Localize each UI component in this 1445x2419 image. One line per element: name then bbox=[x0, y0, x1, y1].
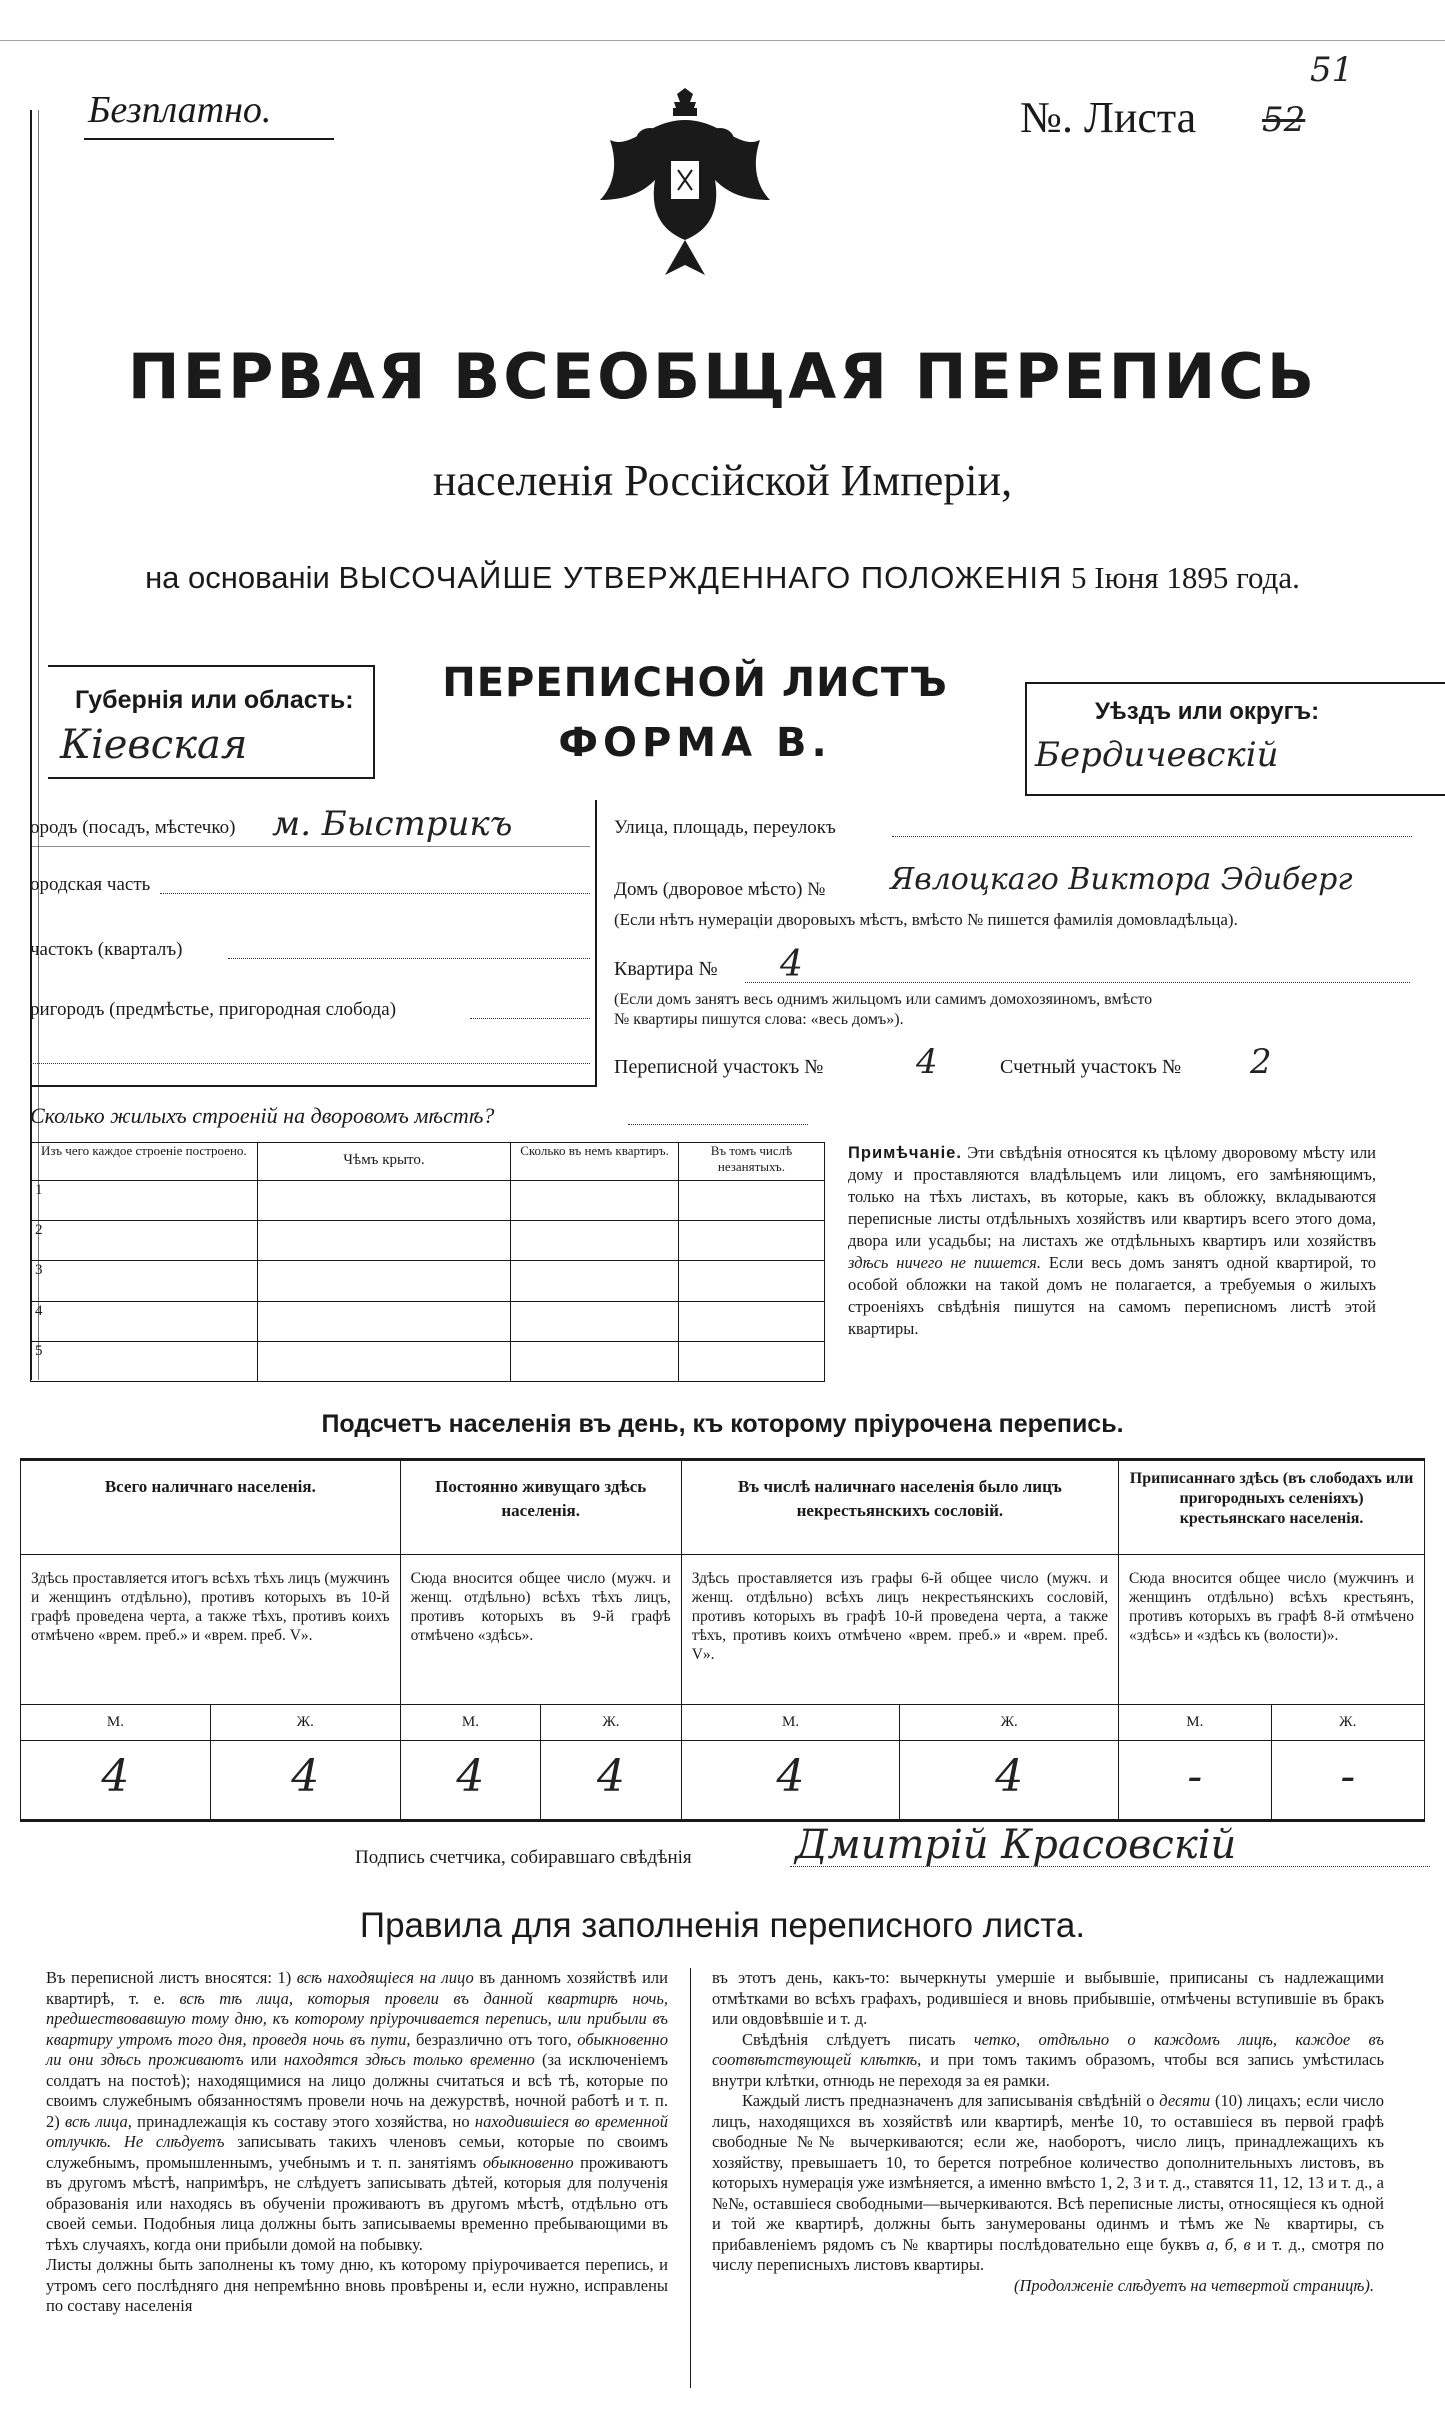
population-desc-permanent: Сюда вносится общее число (мужч. и женщ. отдѣльно) всѣхъ тѣхъ лицъ, противъ которыхъ въ 9-й графѣ отмѣчено «здѣсь». bbox=[400, 1555, 681, 1705]
population-m-label: М. bbox=[21, 1705, 211, 1741]
census-sheet-title: ПЕРЕПИСНОЙ ЛИСТЪ bbox=[442, 660, 948, 706]
counting-section-value: 2 bbox=[1250, 1042, 1272, 1082]
precinct-line bbox=[228, 958, 590, 959]
town-part-line bbox=[160, 893, 590, 894]
population-desc-assigned: Сюда вносится общее число (мужчинъ и женщинъ отдѣльно) всѣхъ крестьянъ, противъ которыхъ въ графѣ 8-й отмѣчено «здѣсь» и «здѣсь къ (волости)». bbox=[1119, 1555, 1425, 1705]
district-value: Бердичевскій bbox=[1035, 735, 1279, 775]
street-label: Улица, площадь, переулокъ bbox=[614, 817, 836, 838]
population-header-total: Всего наличнаго населенія. bbox=[21, 1460, 401, 1555]
census-main-title: ПЕРВАЯ ВСЕОБЩАЯ ПЕРЕПИСЬ bbox=[127, 340, 1318, 413]
note-text-2: Если весь домъ занятъ одной квартирой, то особой обложки на такой домъ не полагается, а требуемыя о жилыхъ строеніяхъ свѣдѣнія пишутся на самомъ переписномъ листѣ этой квартиры. bbox=[848, 1253, 1376, 1338]
suburb-line bbox=[470, 1018, 590, 1019]
population-m-label: М. bbox=[400, 1705, 541, 1741]
table-row: 5 bbox=[31, 1341, 825, 1381]
population-desc-total: Здѣсь проставляется итогъ всѣхъ тѣхъ лицъ (мужчинъ и женщинъ отдѣльно), противъ которыхъ въ 10-й графѣ проведена черта, а также тѣхъ, противъ коихъ отмѣчено «врем. преб.» и «врем. преб. V». bbox=[21, 1555, 401, 1705]
population-f-label: Ж. bbox=[210, 1705, 400, 1741]
population-f-label: Ж. bbox=[900, 1705, 1119, 1741]
population-value: 4 bbox=[541, 1741, 682, 1821]
left-form-bottom-line bbox=[30, 1085, 597, 1087]
apartment-value: 4 bbox=[780, 944, 803, 985]
sheet-number-crossed: 52 bbox=[1262, 100, 1306, 140]
buildings-header-apartments: Сколько въ немъ квартиръ. bbox=[511, 1143, 679, 1181]
population-value: 4 bbox=[400, 1741, 541, 1821]
census-basis-line bbox=[0, 560, 1445, 596]
table-row: 1 bbox=[31, 1181, 825, 1221]
enumerator-signature: Дмитрій Красовскій bbox=[795, 1822, 1237, 1868]
sheet-number-label: №. Листа bbox=[1020, 93, 1197, 142]
province-value: Кіевская bbox=[60, 722, 248, 768]
suburb-line-2 bbox=[30, 1063, 590, 1064]
census-section-label: Переписной участокъ № bbox=[614, 1056, 824, 1078]
signature-line bbox=[790, 1866, 1430, 1867]
imperial-eagle-emblem bbox=[590, 80, 780, 290]
house-label: Домъ (дворовое мѣсто) № bbox=[614, 879, 826, 900]
census-subtitle: населенія Россійской Имперіи, bbox=[432, 456, 1013, 505]
form-letter: ФОРМА В. bbox=[558, 720, 832, 766]
buildings-table bbox=[30, 1142, 825, 1382]
rules-column-right: въ этотъ день, какъ-то: вычеркнуты умершіе и выбывшіе, приписаны съ надлежащими отмѣтками во всѣхъ графахъ, родившіеся и вновь прибывшіе, отмѣчены вступившіе въ бракъ или овдовѣвшіе и т. д. Свѣдѣнія слѣдуетъ писать четко, отдѣльно о каждомъ лицѣ, каждое въ соотвѣтствующей клѣткѣ, и при томъ такимъ образомъ, чтобы вся запись умѣстилась внутри клѣтки, отнюдь не переходя за ея рамки. Каждый листъ предназначенъ для записыванія свѣдѣній о десяти (10) лицахъ; если число лицъ, находящихся въ хозяйствѣ или квартирѣ, менѣе 10, то оставшіеся въ первой графѣ свободные №№ вычеркиваются; если же, наоборотъ, число лицъ, принадлежащихъ къ хозяйству, превышаетъ 10, то берется потребное количество дополнительныхъ листовъ, въ которыхъ нумерація уже измѣняется, а именно вмѣсто 1, 2, 3 и т. д., ставятся 11, 12, 13 и т. д., а №№, оставшіеся свободными—вычеркиваются. Всѣ переписные листы, относящіеся къ одной и той же квартирѣ, должны быть занумерованы одинмъ и тѣмъ же № квартиры, съ прибавленіемъ рядомъ съ № квартиры послѣдовательно еще буквъ а, б, в и т. д., смотря по числу переписныхъ листовъ квартиры. (Продолженіе слѣдуетъ на четвертой страницѣ). bbox=[712, 1968, 1385, 2295]
rules-column-divider bbox=[690, 1968, 691, 2388]
note-text-1: Эти свѣдѣнія относятся къ цѣлому дворовому мѣсту или дому и проставляются владѣльцемъ или лицомъ, его замѣняющимъ, только на тѣхъ листахъ, въ которые, какъ въ обложку, вкладываются переписные листы отдѣльныхъ хозяйствъ или квартиръ всего этого дома, двора или усадьбы; на листахъ же отдѣльныхъ квартиръ или хозяйствъ bbox=[848, 1143, 1377, 1250]
note-text-italic: здѣсь ничего не пишется. bbox=[848, 1253, 1041, 1272]
buildings-question-line bbox=[628, 1124, 808, 1125]
population-header-permanent: Постоянно живущаго здѣсь населенія. bbox=[400, 1460, 681, 1555]
left-block-right-border bbox=[595, 800, 597, 1085]
buildings-question: Сколько жилыхъ строеній на дворовомъ мѣстѣ? bbox=[30, 1103, 495, 1128]
apartment-note-1: (Если домъ занятъ весь однимъ жильцомъ или самимъ домохозяиномъ, вмѣсто bbox=[614, 991, 1153, 1008]
district-label: Уѣздъ или округъ: bbox=[1095, 698, 1320, 725]
population-header-assigned: Приписаннаго здѣсь (въ слободахъ или пригородныхъ селеніяхъ) крестьянскаго населенія. bbox=[1119, 1460, 1425, 1555]
apartment-line bbox=[745, 982, 1410, 983]
province-label: Губернія или область: bbox=[75, 686, 354, 714]
population-m-label: М. bbox=[681, 1705, 900, 1741]
population-table bbox=[20, 1458, 1425, 1822]
free-label-underline bbox=[84, 138, 334, 140]
population-value: 4 bbox=[681, 1741, 900, 1821]
population-m-label: М. bbox=[1119, 1705, 1271, 1741]
buildings-header-empty: Въ томъ числѣ незанятыхъ. bbox=[678, 1143, 824, 1181]
population-header-non-peasant: Въ числѣ наличнаго населенія было лицъ некрестьянскихъ сословій. bbox=[681, 1460, 1118, 1555]
rules-column-left: Въ переписной листъ вносятся: 1) всѣ находящіеся на лицо въ данномъ хозяйствѣ или квартирѣ, т. е. всѣ тѣ лица, которыя провели въ данной квартирѣ ночь, предшествовавшую тому дню, къ которому пріурочивается перепись, или прибыли въ квартиру утромъ того дня, проведя ночь въ пути, безразлично отъ того, обыкновенно ли они здѣсь проживаютъ или находятся здѣсь только временно (за исключеніемъ солдатъ на постоѣ); находящимися на лицо должны считаться и всѣ тѣ, которые по своимъ служебнымъ обязанностямъ провели ночь на дежурствѣ, ночной работѣ и т. п. 2) всѣ лица, принадлежащія къ составу этого хозяйства, но находившіеся во временной отлучкѣ. Не слѣдуетъ записывать такихъ членовъ семьи, которые по своимъ служебнымъ, промышленнымъ, учебнымъ и т. п. занятіямъ обыкновенно проживаютъ въ другомъ мѣстѣ, напримѣръ, не слѣдуетъ записывать дѣтей, которыя для полученія образованія или находясь въ обученіи проживаютъ въ другомъ мѣстѣ, отдѣльно отъ своей семьи. Подобныя лица должны быть записываемы временно пребывающими въ тѣхъ случаяхъ, когда они прибыли домой на побывку. Листы должны быть заполнены къ тому дню, къ которому пріурочивается перепись, и утромъ сего послѣдняго дня непремѣнно вновь провѣрены и, если нужно, исправлены по составу населенія bbox=[46, 1968, 669, 2315]
sheet-number-value: 51 bbox=[1310, 50, 1354, 90]
rules-title: Правила для заполненія переписного листа. bbox=[359, 1906, 1086, 1945]
house-note: (Если нѣтъ нумераціи дворовыхъ мѣстъ, вмѣсто № пишется фамилія домовладѣльца). bbox=[614, 910, 1238, 929]
counting-section-label: Счетный участокъ № bbox=[1000, 1056, 1182, 1078]
town-part-label: ородская часть bbox=[30, 874, 151, 895]
town-value: м. Быстрикъ bbox=[272, 804, 513, 844]
basis-caps: ВЫСОЧАЙШЕ УТВЕРЖДЕННАГО ПОЛОЖЕНІЯ bbox=[338, 560, 1063, 595]
population-value: - bbox=[1119, 1741, 1271, 1821]
table-row: 3 bbox=[31, 1261, 825, 1301]
population-value: 4 bbox=[210, 1741, 400, 1821]
basis-prefix: на основаніи bbox=[145, 560, 330, 595]
apartment-label: Квартира № bbox=[614, 958, 718, 980]
enumerator-signature-label: Подпись счетчика, собиравшаго свѣдѣнія bbox=[355, 1847, 692, 1868]
basis-date: 5 Іюня 1895 года. bbox=[1071, 560, 1300, 595]
note-title: Примѣчаніе. bbox=[848, 1144, 962, 1162]
town-underline bbox=[30, 846, 590, 847]
population-f-label: Ж. bbox=[1271, 1705, 1424, 1741]
population-f-label: Ж. bbox=[541, 1705, 682, 1741]
street-line bbox=[892, 836, 1412, 837]
buildings-note bbox=[848, 1142, 1376, 1340]
table-row: 4 bbox=[31, 1301, 825, 1341]
apartment-note-2: № квартиры пишутся слова: «весь домъ»). bbox=[614, 1011, 904, 1028]
population-value: 4 bbox=[900, 1741, 1119, 1821]
population-desc-non-peasant: Здѣсь проставляется изъ графы 6-й общее число (мужч. и женщ. отдѣльно) всѣхъ лицъ некрестьянскихъ сословій, противъ которыхъ въ графѣ 10-й проведена черта, а также тѣхъ, противъ коихъ отмѣчено «врем. преб.» и «врем. преб. V». bbox=[681, 1555, 1118, 1705]
suburb-label: ригородъ (предмѣстье, пригородная слобода) bbox=[30, 999, 397, 1020]
town-label: ородъ (посадъ, мѣстечко) bbox=[30, 817, 236, 838]
population-value: 4 bbox=[21, 1741, 211, 1821]
population-value: - bbox=[1271, 1741, 1424, 1821]
top-edge-line bbox=[0, 40, 1445, 41]
population-count-title: Подсчетъ населенія въ день, къ которому пріурочена перепись. bbox=[321, 1410, 1124, 1438]
house-value: Явлоцкаго Виктора Эдиберг bbox=[890, 862, 1353, 897]
table-row: 2 bbox=[31, 1221, 825, 1261]
free-label: Безплатно. bbox=[88, 89, 272, 131]
buildings-header-roof: Чѣмъ крыто. bbox=[257, 1143, 511, 1181]
buildings-header-material: Изъ чего каждое строеніе построено. bbox=[31, 1143, 258, 1181]
census-section-value: 4 bbox=[916, 1042, 938, 1082]
precinct-label: частокъ (кварталъ) bbox=[30, 939, 183, 960]
